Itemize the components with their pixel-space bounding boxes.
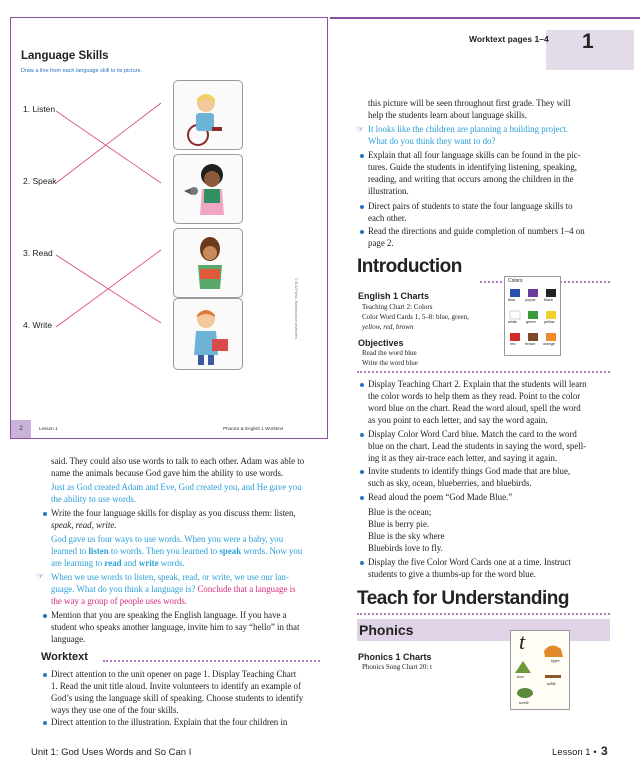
swatch-blue (510, 289, 520, 297)
phonics-pictures (511, 631, 569, 709)
bullet-icon (43, 721, 47, 725)
skill-write: 4. Write (23, 320, 53, 330)
color-word-yellow: yellow (544, 320, 555, 324)
language-q-1: When we use words to listen, speak, read, or write, we use our lan- (51, 572, 289, 582)
discussion-ear-icon: ☞ (356, 124, 365, 134)
copyright-text: © BJU Press. Reproduction prohibited. (294, 278, 298, 340)
english-bullet-3: language. (51, 634, 86, 644)
worksheet-lesson: Lesson 1 (39, 426, 58, 431)
phonics-heading: Phonics (359, 622, 414, 638)
intro-bullet3-line2: such as sky, ocean, blueberries, and bluebirds. (368, 478, 532, 488)
intro-bullet5-line1: Display the five Color Word Cards one at a time. Instruct (368, 557, 571, 567)
four-ways-2c: words. Now you (241, 546, 303, 556)
swatch-white (510, 311, 520, 319)
color-word-green: green (526, 320, 536, 324)
bullet-icon (360, 205, 364, 209)
four-ways-3b: and (121, 558, 139, 568)
phonics-charts-heading: Phonics 1 Charts (358, 652, 432, 662)
worktext-bullet1-line2: 1. Read the unit title aloud. Invite volunteers to identify an example of (51, 681, 301, 691)
four-ways-3 (51, 557, 185, 569)
color-word-red: red (510, 342, 516, 346)
bullet-icon (360, 496, 364, 500)
poem-line-4: Bluebirds love to fly. (368, 543, 443, 553)
skill-listen: 1. Listen (23, 104, 56, 114)
worktext-bullet1-line1: Direct attention to the unit opener on page 1. Display Teaching Chart (51, 669, 297, 679)
word-read: read (104, 558, 122, 568)
intro-bullet2-line1: Display Color Word Card blue. Match the card to the word (368, 429, 577, 439)
bullet-icon (43, 512, 47, 516)
bullet-directions-1: Read the directions and guide completion of numbers 1–4 on (368, 226, 585, 236)
swatch-brown (528, 333, 538, 341)
bullet-icon (360, 561, 364, 565)
bullet-pairs-2: each other. (368, 213, 407, 223)
chart-item-2b: yellow, red, brown (362, 323, 414, 331)
unit-tab-number: 1 (582, 30, 594, 53)
intro-bullet3-line1: Invite students to identify things God made that are blue, (368, 466, 571, 476)
worksheet-book-title: Phonics & English 1 Worktext (223, 426, 284, 431)
picture-card-speak (173, 154, 243, 224)
skill-speak: 2. Speak (23, 176, 57, 186)
worktext-bullet2: Direct attention to the illustration. Explain that the four children in (51, 717, 288, 727)
poem-line-3: Blue is the sky where (368, 531, 445, 541)
intro-bullet2-line2: blue on the chart. Lead the students in saying the word, spell- (368, 441, 587, 451)
color-word-blue: blue (508, 298, 516, 302)
intro-bullet4: Read aloud the poem “God Made Blue.” (368, 492, 513, 502)
line-listen-speak (56, 111, 161, 183)
bullet-icon (360, 154, 364, 158)
color-word-black: black (544, 298, 553, 302)
worktext-pages-label: Worktext pages 1–4 (469, 34, 549, 44)
teach-heading: Teach for Understanding (357, 588, 569, 609)
child-bird-icon (174, 155, 242, 223)
word-speak: speak (219, 546, 242, 556)
match-lines (11, 18, 329, 440)
color-word-white: white (508, 320, 517, 324)
four-ways-2a: learned to (51, 546, 89, 556)
swatch-orange (546, 333, 556, 341)
bullet-explain-2: tures. Guide the students in identifying listening, speaking, (368, 162, 578, 172)
child-reading-icon (174, 229, 242, 297)
picture-card-listen (173, 80, 243, 150)
poem-line-1: Blue is the ocean; (368, 507, 432, 517)
header-rule (330, 17, 640, 19)
word-write: write (138, 558, 159, 568)
bullet-explain-1: Explain that all four language skills can be found in the pic- (368, 150, 581, 160)
color-word-purple: purple (525, 298, 536, 302)
four-ways-3a: are learning to (51, 558, 105, 568)
swatch-green (528, 311, 538, 319)
language-q-2 (51, 583, 296, 595)
swatch-red (510, 333, 520, 341)
worksheet-instruction: Draw a line from each language skill to its picture. (21, 68, 143, 74)
english-charts-heading: English 1 Charts (358, 291, 430, 301)
letter-t: t (519, 629, 526, 654)
bullet-icon (43, 614, 47, 618)
child-wheelchair-icon (174, 81, 242, 149)
swatch-black (546, 289, 556, 297)
worksheet-title: Language Skills (21, 50, 109, 62)
adam-para-1: said. They could also use words to talk to each other. Adam was able to (51, 456, 305, 466)
intro-bullet1-line4: as you point to each letter, and say the word again. (368, 415, 548, 425)
skills-bullet-1: Write the four language skills for display as you discuss them: listen, (51, 508, 296, 518)
bullet-icon (43, 673, 47, 677)
english-bullet-1: Mention that you are speaking the English language. If you have a (51, 610, 287, 620)
phonics-chart-item: Phonics Song Chart 20: t (362, 663, 433, 671)
intro-bullet2-line3: ing it as they air-trace each letter, and saying it again. (368, 453, 558, 463)
colors-chart-thumbnail (504, 276, 561, 356)
word-tent: tent (517, 674, 524, 679)
word-listen: listen (88, 546, 109, 556)
worksheet-page-number: 2 (11, 420, 31, 438)
word-turtle: turtle (519, 700, 529, 705)
language-q-2b: Conclude that a language is (197, 584, 296, 594)
chart-item-2a: Color Word Cards 1, 5–8: blue, green, (362, 313, 469, 321)
heading-dotted-rule (103, 660, 320, 662)
bullet-explain-4: illustration. (368, 186, 409, 196)
heading-dotted-rule (357, 613, 610, 615)
bullet-directions-2: page 2. (368, 238, 394, 248)
god-created-2: the ability to use words. (51, 494, 137, 504)
intro-bullet1-line2: the color words to help them as they read. Point to the color (368, 391, 581, 401)
bullet-explain-3: reading, and writing that occurs among the children in the (368, 174, 574, 184)
worktext-bullet1-line4: ways they use one of the four skills. (51, 705, 179, 715)
intro-bullet5-line2: students to give a thumbs-up for the word blue. (368, 569, 536, 579)
four-ways-1: God gave us four ways to use words. When you were a baby, you (51, 534, 284, 544)
objective-1: Read the word blue (362, 349, 417, 357)
footer-page-number: 3 (601, 744, 608, 758)
line-write-read (56, 250, 161, 327)
introduction-heading: Introduction (357, 256, 462, 277)
language-q-3: the way a group of people uses words. (51, 596, 188, 606)
objective-2: Write the word blue (362, 359, 418, 367)
para-continued-2: help the students learn about language skills. (368, 110, 527, 120)
four-ways-2 (51, 545, 302, 557)
discussion-ear-icon: ☞ (36, 571, 45, 581)
tent-icon (515, 661, 531, 673)
intro-bullet1-line1: Display Teaching Chart 2. Explain that the students will learn (368, 379, 587, 389)
worktext-heading: Worktext (41, 651, 88, 663)
line-read-write (56, 255, 161, 323)
bullet-icon (360, 470, 364, 474)
word-table: table (547, 681, 556, 686)
chart-item-1: Teaching Chart 2: Colors (362, 303, 433, 311)
language-q-2a: guage. What do you think a language is? (51, 584, 198, 594)
child-writing-icon (174, 299, 242, 369)
worksheet-page (10, 17, 328, 439)
four-ways-2b: to words. Then you learned to (108, 546, 220, 556)
bullet-icon (360, 433, 364, 437)
table-icon (545, 675, 561, 678)
turtle-icon (517, 688, 533, 698)
picture-card-write (173, 298, 243, 370)
color-word-orange: orange (543, 342, 555, 346)
para-continued-1: this picture will be seen throughout first grade. They will (368, 98, 571, 108)
section-dotted-rule (357, 371, 610, 373)
swatch-yellow (546, 311, 556, 319)
skill-read: 3. Read (23, 248, 53, 258)
line-speak-listen (56, 103, 161, 183)
adam-para-2: name the animals because God gave him the ability to use words. (51, 468, 284, 478)
four-ways-3c: words. (158, 558, 185, 568)
skills-bullet-2: speak, read, write. (51, 520, 117, 530)
objectives-heading: Objectives (358, 338, 404, 348)
worktext-bullet1-line3: God’s using the language skill of speaking. Choose students to identify (51, 693, 304, 703)
word-tiger: tiger (551, 658, 560, 663)
tiger-icon (544, 645, 563, 657)
poem-line-2: Blue is berry pie. (368, 519, 430, 529)
footer-lesson: Lesson 1 • (552, 747, 597, 758)
question-line-2: What do you think they want to do? (368, 136, 496, 146)
english-bullet-2: student who speaks another language, invite him to say “hello” in that (51, 622, 300, 632)
intro-bullet1-line3: word blue on the chart. Read the word aloud, spell the word (368, 403, 581, 413)
phonics-chart-thumbnail (510, 630, 570, 710)
god-created-1: Just as God created Adam and Eve, God created you, and He gave you (51, 482, 302, 492)
worksheet-footer (11, 420, 327, 438)
swatch-purple (528, 289, 538, 297)
picture-card-read (173, 228, 243, 298)
bullet-pairs-1: Direct pairs of students to state the four language skills to (368, 201, 573, 211)
footer-unit-title: Unit 1: God Uses Words and So Can I (31, 747, 192, 758)
bullet-icon (360, 383, 364, 387)
colors-thumb-title: Colors (508, 278, 523, 284)
color-word-brown: brown (525, 342, 536, 346)
bullet-icon (360, 230, 364, 234)
question-line-1: It looks like the children are planning a building project. (368, 124, 569, 134)
